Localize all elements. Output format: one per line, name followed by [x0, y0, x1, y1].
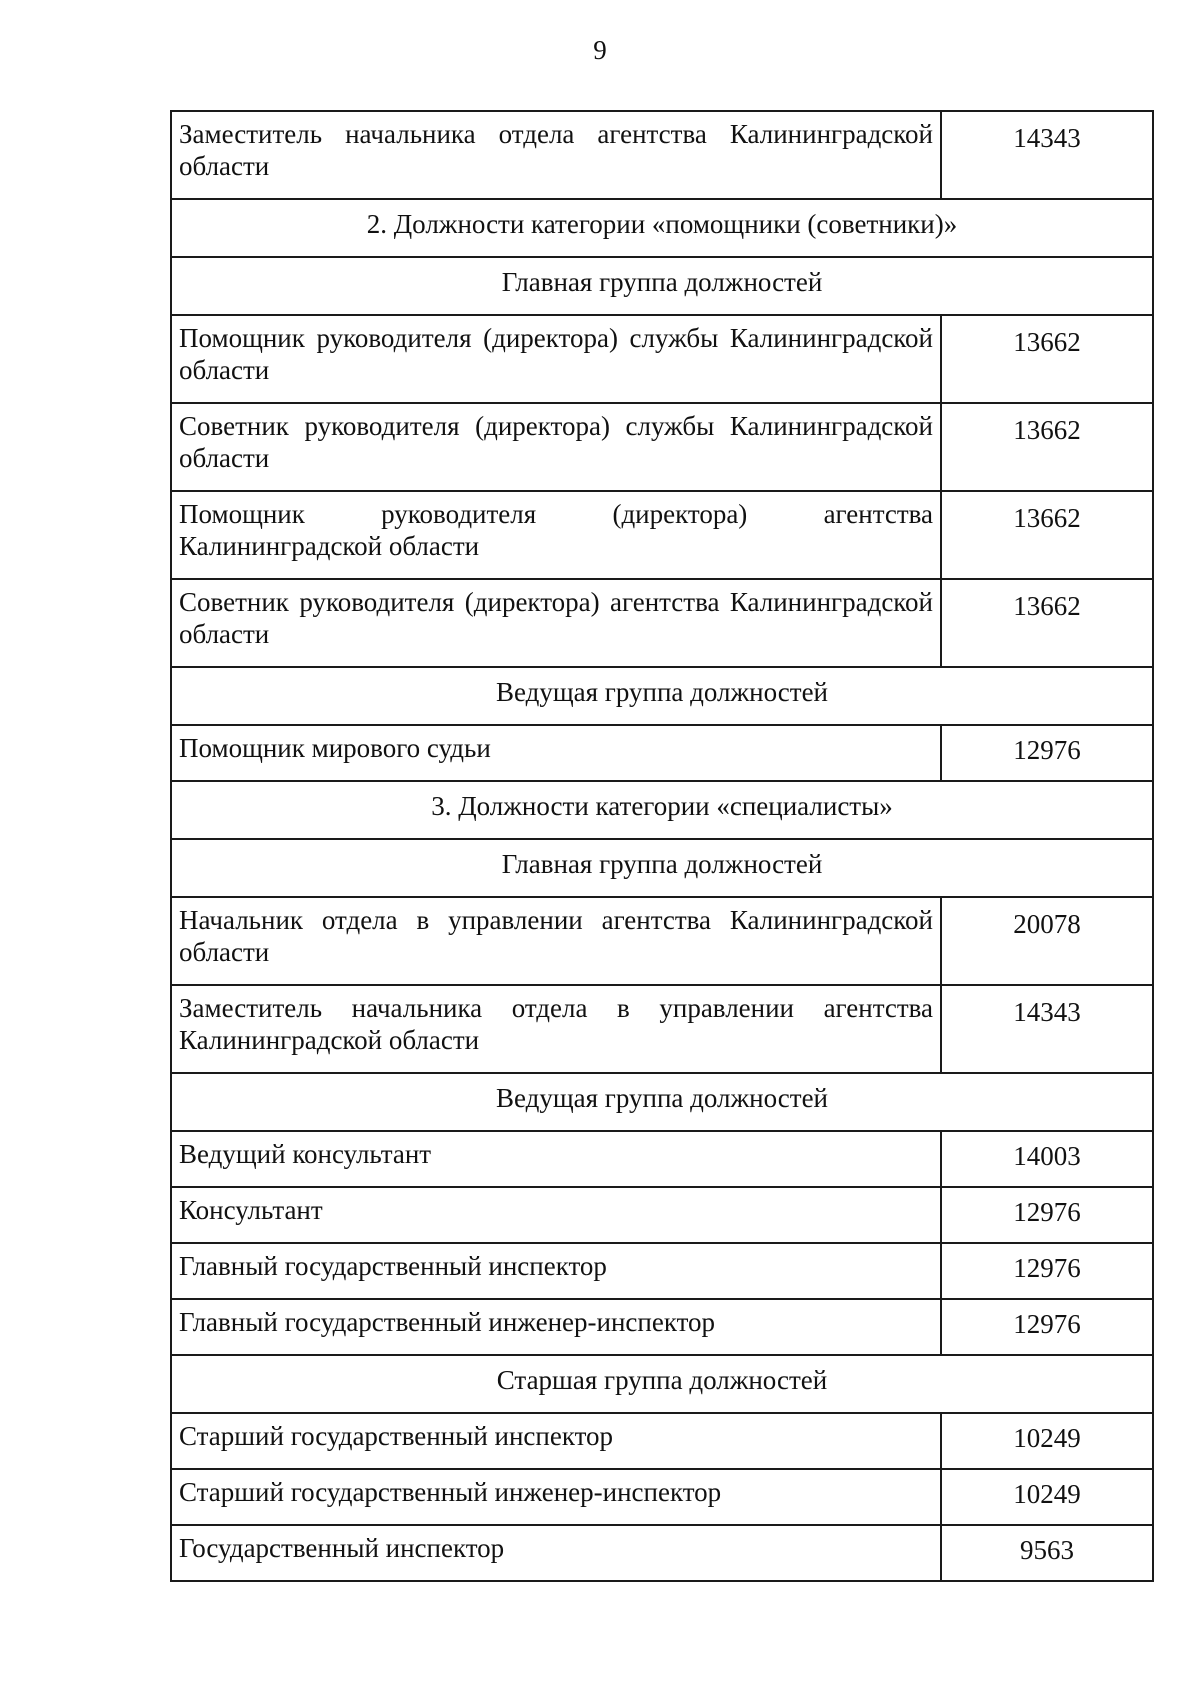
salary-value: 13662	[941, 315, 1153, 403]
position-name: Помощник руководителя (директора) службы Калининградской области	[171, 315, 941, 403]
salary-value: 13662	[941, 403, 1153, 491]
position-name: Главный государственный инспектор	[171, 1243, 941, 1299]
table-row	[171, 579, 1153, 667]
salary-table	[170, 110, 1154, 1582]
table-row	[171, 1413, 1153, 1469]
salary-value: 14343	[941, 985, 1153, 1073]
position-name: Помощник руководителя (директора) агентства Калининградской области	[171, 491, 941, 579]
salary-value: 9563	[941, 1525, 1153, 1581]
group-heading: Ведущая группа должностей	[171, 667, 1153, 725]
salary-value: 12976	[941, 1187, 1153, 1243]
salary-value: 14003	[941, 1131, 1153, 1187]
section-row	[171, 199, 1153, 257]
position-name: Заместитель начальника отдела агентства Калининградской области	[171, 111, 941, 199]
group-heading: Старшая группа должностей	[171, 1355, 1153, 1413]
position-name: Советник руководителя (директора) службы Калининградской области	[171, 403, 941, 491]
group-row	[171, 839, 1153, 897]
page-number: 9	[593, 35, 607, 65]
group-heading: Главная группа должностей	[171, 257, 1153, 315]
table-row	[171, 111, 1153, 199]
position-name: Старший государственный инженер-инспектор	[171, 1469, 941, 1525]
table-row	[171, 725, 1153, 781]
position-name: Заместитель начальника отдела в управлении агентства Калининградской области	[171, 985, 941, 1073]
table-row	[171, 897, 1153, 985]
position-name: Главный государственный инженер-инспектор	[171, 1299, 941, 1355]
position-name: Консультант	[171, 1187, 941, 1243]
salary-value: 13662	[941, 579, 1153, 667]
group-row	[171, 1355, 1153, 1413]
table-row	[171, 315, 1153, 403]
table-row	[171, 403, 1153, 491]
salary-value: 12976	[941, 725, 1153, 781]
salary-value: 12976	[941, 1299, 1153, 1355]
table-row	[171, 1525, 1153, 1581]
table-row	[171, 491, 1153, 579]
position-name: Начальник отдела в управлении агентства Калининградской области	[171, 897, 941, 985]
section-heading: 3. Должности категории «специалисты»	[171, 781, 1153, 839]
section-row	[171, 781, 1153, 839]
group-heading: Ведущая группа должностей	[171, 1073, 1153, 1131]
salary-value: 14343	[941, 111, 1153, 199]
table-row	[171, 1243, 1153, 1299]
table-row	[171, 1131, 1153, 1187]
salary-value: 12976	[941, 1243, 1153, 1299]
group-row	[171, 257, 1153, 315]
salary-value: 13662	[941, 491, 1153, 579]
position-name: Советник руководителя (директора) агентства Калининградской области	[171, 579, 941, 667]
salary-value: 10249	[941, 1413, 1153, 1469]
table-row	[171, 1469, 1153, 1525]
table-row	[171, 1187, 1153, 1243]
salary-value: 10249	[941, 1469, 1153, 1525]
group-row	[171, 1073, 1153, 1131]
salary-value: 20078	[941, 897, 1153, 985]
table-row	[171, 985, 1153, 1073]
table-row	[171, 1299, 1153, 1355]
group-row	[171, 667, 1153, 725]
position-name: Старший государственный инспектор	[171, 1413, 941, 1469]
position-name: Помощник мирового судьи	[171, 725, 941, 781]
position-name: Ведущий консультант	[171, 1131, 941, 1187]
position-name: Государственный инспектор	[171, 1525, 941, 1581]
group-heading: Главная группа должностей	[171, 839, 1153, 897]
section-heading: 2. Должности категории «помощники (советники)»	[171, 199, 1153, 257]
